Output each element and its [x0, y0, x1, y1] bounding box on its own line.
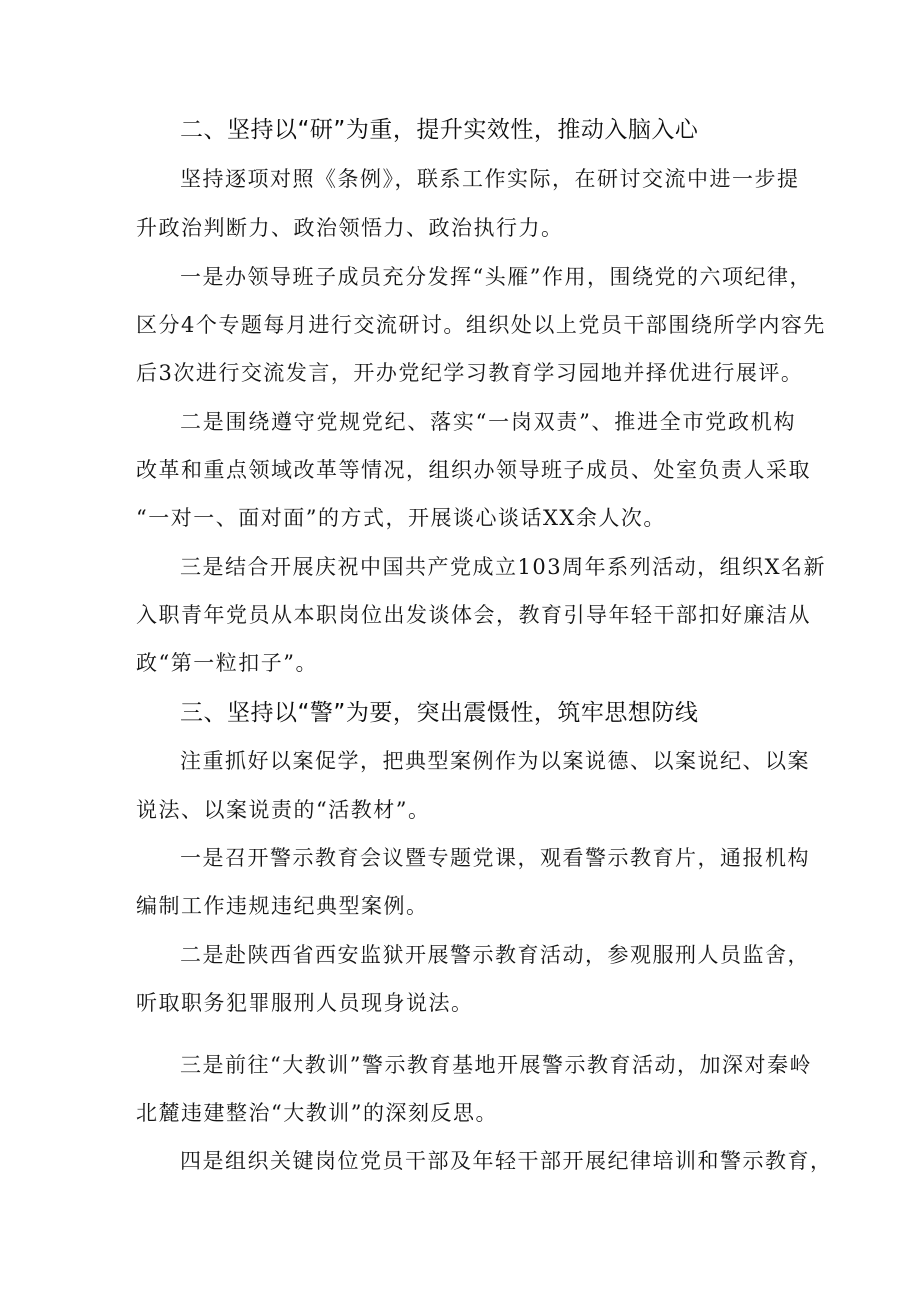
section-two-heading: 二、坚持以“研”为重，提升实效性，推动入脑入心 [180, 117, 699, 143]
section-three-intro-line-2: 说法、以案说责的“活教材”。 [136, 798, 431, 822]
section-two-item-two-line-2: 改革和重点领域改革等情况，组织办领导班子成员、处室负责人采取 [136, 458, 811, 482]
section-two-intro-line-1: 坚持逐项对照《条例》，联系工作实际，在研讨交流中进一步提 [180, 167, 800, 191]
section-three-item-two-line-2: 听取职务犯罪服刑人员现身说法。 [136, 991, 474, 1015]
section-three-item-two-line-1: 二是赴陕西省西安监狱开展警示教育活动，参观服刑人员监舍， [180, 943, 810, 967]
section-two-item-two-line-3: “一对一、面对面”的方式，开展谈心谈话XX余人次。 [136, 506, 666, 530]
section-two-item-two-line-1: 二是围绕遵守党规党纪、落实“一岗双责”、推进全市党政机构 [180, 410, 796, 434]
section-three-item-three-line-1: 三是前往“大教训”警示教育基地开展警示教育活动，加深对秦岭 [180, 1053, 812, 1077]
section-three-item-four-line-1: 四是组织关键岗位党员干部及年轻干部开展纪律培训和警示教育， [180, 1149, 833, 1173]
section-three-item-three-line-2: 北麓违建整治“大教训”的深刻反思。 [136, 1101, 498, 1125]
section-two-item-one-line-2: 区分4个专题每月进行交流研讨。组织处以上党员干部围绕所学内容先 [136, 313, 826, 337]
section-two-item-one-line-3: 后3次进行交流发言，开办党纪学习教育学习园地并择优进行展评。 [136, 361, 804, 385]
section-two-item-one-line-1: 一是办领导班子成员充分发挥“头雁”作用，围绕党的六项纪律， [180, 265, 812, 289]
section-three-heading: 三、坚持以“警”为要，突出震慑性，筑牢思想防线 [180, 700, 699, 726]
section-two-intro-line-2: 升政治判断力、政治领悟力、政治执行力。 [136, 216, 564, 240]
section-three-item-one-line-2: 编制工作违规违纪典型案例。 [136, 894, 429, 918]
section-three-item-one-line-1: 一是召开警示教育会议暨专题党课，观看警示教育片，通报机构 [180, 846, 810, 870]
section-two-item-three-line-1: 三是结合开展庆祝中国共产党成立103周年系列活动，组织X名新 [180, 555, 827, 579]
section-two-item-three-line-3: 政“第一粒扣子”。 [136, 651, 318, 675]
section-three-intro-line-1: 注重抓好以案促学，把典型案例作为以案说德、以案说纪、以案 [180, 749, 810, 773]
section-two-item-three-line-2: 入职青年党员从本职岗位出发谈体会，教育引导年轻干部扣好廉洁从 [136, 603, 811, 627]
